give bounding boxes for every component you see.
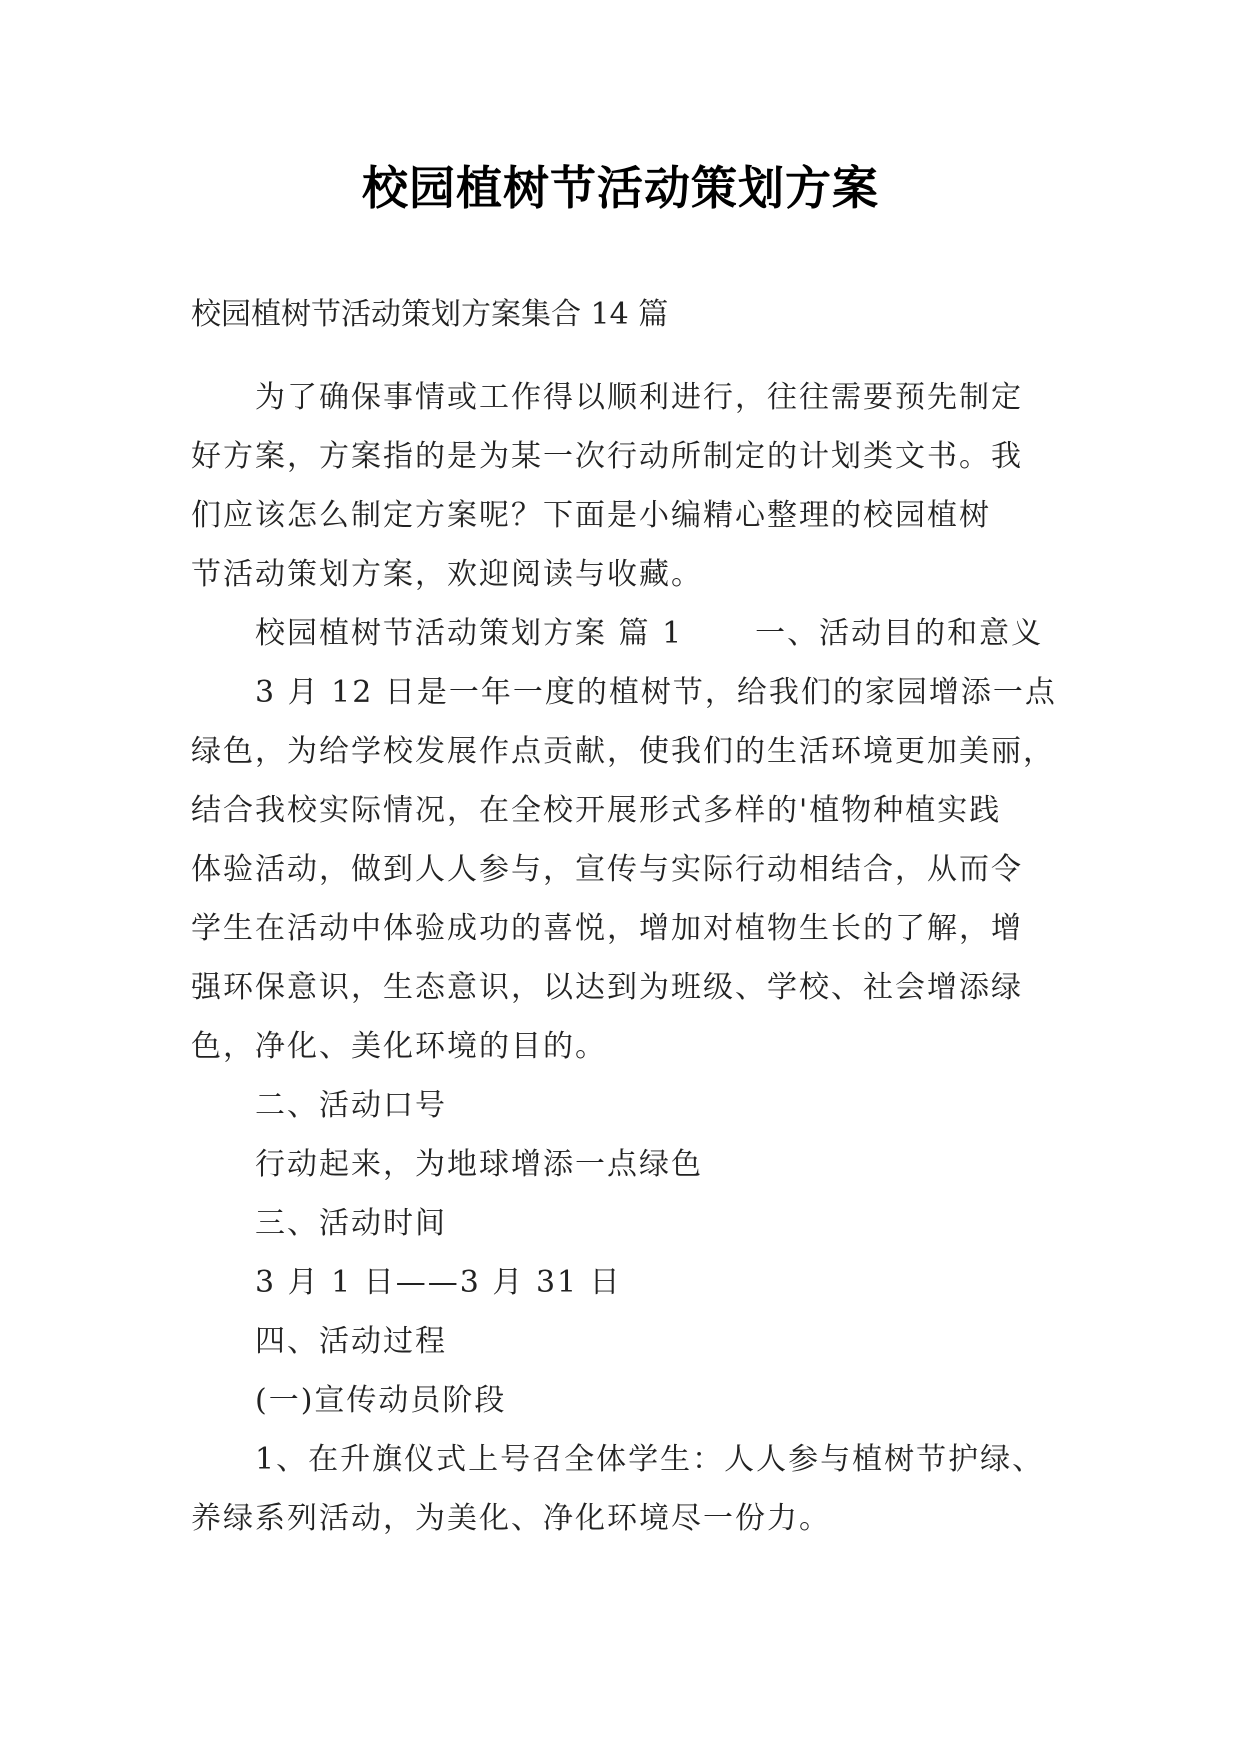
paragraph-line: 1、在升旗仪式上号召全体学生：人人参与植树节护绿、 xyxy=(255,1442,1045,1477)
paragraph-line: 为了确保事情或工作得以顺利进行，往往需要预先制定 xyxy=(255,380,1023,415)
paragraph-line: 结合我校实际情况，在全校开展形式多样的'植物种植实践 xyxy=(191,793,1002,828)
paragraph-line: 3 月 12 日是一年一度的植树节，给我们的家园增添一点 xyxy=(255,675,1057,710)
section-heading-line xyxy=(191,604,1051,663)
document-body xyxy=(191,368,1057,1548)
section-heading: 二、活动口号 xyxy=(255,1088,447,1123)
paragraph-line: 学生在活动中体验成功的喜悦，增加对植物生长的了解，增 xyxy=(191,911,1023,946)
paragraph-line: 好方案，方案指的是为某一次行动所制定的计划类文书。我 xyxy=(191,439,1023,474)
paragraph-line: 行动起来，为地球增添一点绿色 xyxy=(255,1147,703,1182)
paragraph-line: 色，净化、美化环境的目的。 xyxy=(191,1029,607,1064)
section-heading: 四、活动过程 xyxy=(255,1324,447,1359)
paragraph-line: 强环保意识，生态意识，以达到为班级、学校、社会增添绿 xyxy=(191,970,1023,1005)
paragraph-line: 们应该怎么制定方案呢？下面是小编精心整理的校园植树 xyxy=(191,498,991,533)
section-heading: 一、活动目的和意义 xyxy=(755,616,1044,651)
paragraph-line: 养绿系列活动，为美化、净化环境尽一份力。 xyxy=(191,1501,831,1536)
subsection-heading: (一)宣传动员阶段 xyxy=(255,1383,507,1418)
paragraph-line: 3 月 1 日——3 月 31 日 xyxy=(255,1265,622,1300)
section-heading: 三、活动时间 xyxy=(255,1206,447,1241)
chapter-heading: 校园植树节活动策划方案 篇 1 xyxy=(255,616,684,651)
paragraph-line: 体验活动，做到人人参与，宣传与实际行动相结合，从而令 xyxy=(191,852,1023,887)
paragraph-line: 绿色，为给学校发展作点贡献，使我们的生活环境更加美丽， xyxy=(191,734,1055,769)
paragraph-line: 节活动策划方案，欢迎阅读与收藏。 xyxy=(191,557,703,592)
document-subtitle: 校园植树节活动策划方案集合 14 篇 xyxy=(191,297,669,332)
document-title: 校园植树节活动策划方案 xyxy=(362,161,879,215)
